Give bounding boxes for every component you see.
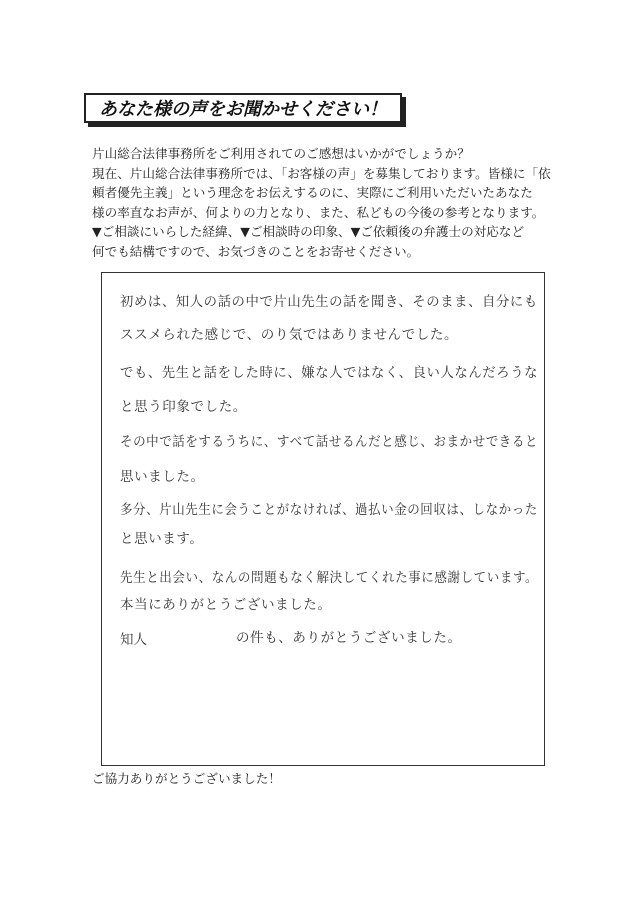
page-title: あなた様の声をお聞かせください！ [99, 99, 387, 120]
handwritten-signature-name: 知人 [120, 632, 147, 648]
intro-line: ▼ご相談にいらした経緯、▼ご相談時の印象、▼ご依頼後の弁護士の対応など [92, 224, 525, 240]
handwritten-line: の件も、ありがとうございました。 [236, 630, 462, 646]
intro-line: 様の率直なお声が、何よりの力となり、また、私どもの今後の参考となります。 [92, 204, 545, 220]
handwritten-line: 先生と出会い、なんの問題もなく解決してくれた事に感謝しています。 [120, 570, 539, 586]
handwritten-line: 思いました。 [120, 469, 205, 485]
intro-line: 現在、片山総合法律事務所では、「お客様の声」を募集しております。皆様に「依 [92, 165, 551, 181]
handwritten-line: 本当にありがとうございました。 [120, 597, 332, 613]
handwritten-line: 初めは、知人の話の中で片山先生の話を聞き、そのまま、自分にも [120, 294, 538, 310]
intro-paragraph [92, 144, 562, 262]
handwritten-line: と思います。 [120, 531, 204, 547]
intro-line: 何でも結構ですので、お気づきのことをお寄せください。 [92, 243, 420, 259]
thank-you-footer: ご協力ありがとうございました！ [92, 771, 281, 786]
handwritten-line: 多分、片山先生に会うことがなければ、過払い金の回収は、しなかった [120, 502, 538, 518]
handwritten-line: ススメられた感じで、のり気ではありませんでした。 [120, 327, 459, 343]
intro-line: 片山総合法律事務所をご利用されてのご感想はいかがでしょうか？ [92, 146, 470, 161]
handwritten-comment-box [101, 272, 545, 766]
title-banner [84, 93, 402, 123]
handwritten-line: と思う印象でした。 [120, 399, 247, 415]
handwritten-line: でも、先生と話をした時に、嫌な人ではなく、良い人なんだろうな [120, 365, 539, 381]
handwritten-line: その中で話をするうちに、すべて話せるんだと感じ、おまかせできると [120, 434, 539, 450]
intro-line: 頼者優先主義」という理念をお伝えするのに、実際にご利用いただいたあなた [92, 185, 533, 201]
